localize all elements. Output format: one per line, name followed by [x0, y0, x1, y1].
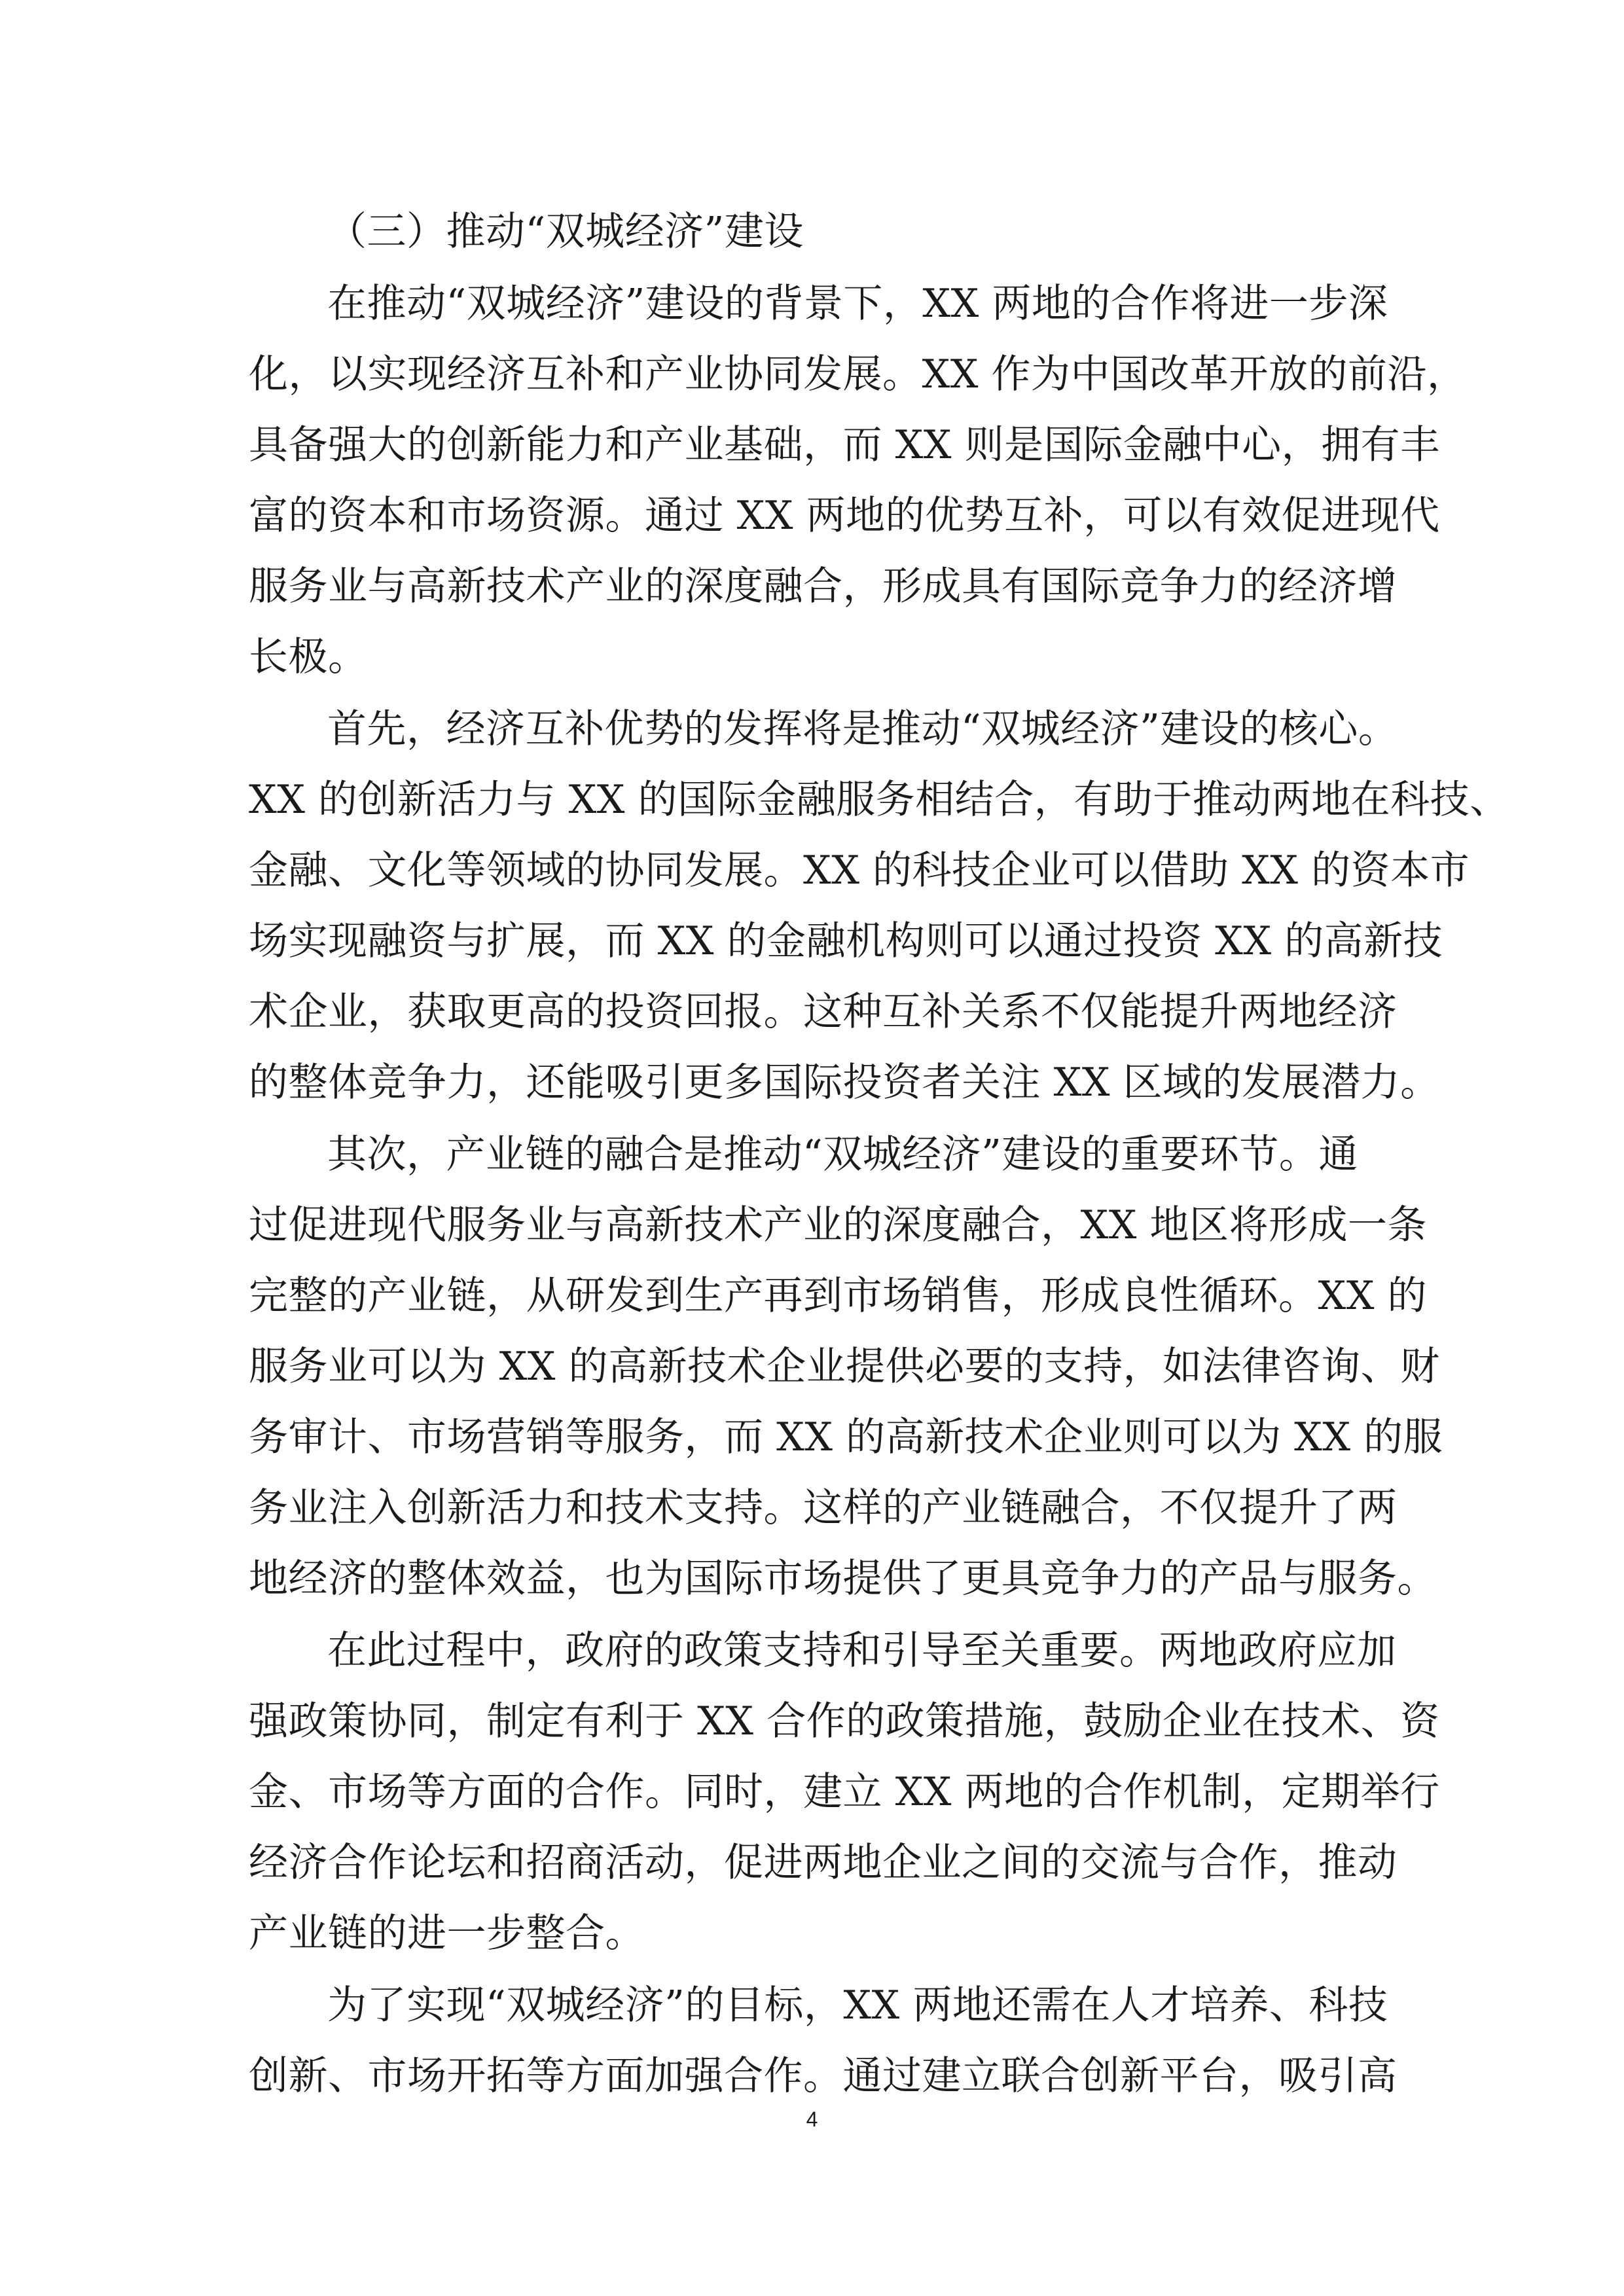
paragraph-line: 的整体竞争力，还能吸引更多国际投资者关注 XX 区域的发展潜力。 — [249, 1060, 1440, 1105]
paragraph-line: 地经济的整体效益，也为国际市场提供了更具竞争力的产品与服务。 — [249, 1556, 1437, 1602]
paragraph-line: 经济合作论坛和招商活动，促进两地企业之间的交流与合作，推动 — [249, 1840, 1398, 1886]
paragraph-line: 其次，产业链的融合是推动“双城经济”建设的重要环节。通 — [327, 1132, 1358, 1177]
paragraph-line: 金融、文化等领域的协同发展。XX 的科技企业可以借助 XX 的资本市 — [249, 848, 1470, 893]
paragraph-line: 强政策协同，制定有利于 XX 合作的政策措施，鼓励企业在技术、资 — [249, 1698, 1440, 1744]
paragraph-line: 完整的产业链，从研发到生产再到市场销售，形成良性循环。XX 的 — [249, 1273, 1428, 1319]
paragraph-line: 首先，经济互补优势的发挥将是推动“双城经济”建设的核心。 — [327, 706, 1398, 752]
paragraph-line: 务业注入创新活力和技术支持。这样的产业链融合，不仅提升了两 — [249, 1485, 1398, 1531]
paragraph-line: 务审计、市场营销等服务，而 XX 的高新技术企业则可以为 XX 的服 — [249, 1414, 1443, 1460]
paragraph-line: 创新、市场开拓等方面加强合作。通过建立联合创新平台，吸引高 — [249, 2053, 1398, 2099]
paragraph-line: 富的资本和市场资源。通过 XX 两地的优势互补，可以有效促进现代 — [249, 493, 1440, 539]
paragraph-line: 场实现融资与扩展，而 XX 的金融机构则可以通过投资 XX 的高新技 — [249, 918, 1443, 964]
paragraph-line: 在推动“双城经济”建设的背景下，XX 两地的合作将进一步深 — [327, 281, 1388, 327]
paragraph-line: 化，以实现经济互补和产业协同发展。XX 作为中国改革开放的前沿， — [249, 351, 1467, 397]
paragraph-line: 产业链的进一步整合。 — [249, 1910, 645, 1956]
section-heading: （三）推动“双城经济”建设 — [327, 209, 804, 255]
paragraph-line: 术企业，获取更高的投资回报。这种互补关系不仅能提升两地经济 — [249, 989, 1398, 1035]
page-number: 4 — [806, 2108, 818, 2131]
paragraph-line: 服务业可以为 XX 的高新技术企业提供必要的支持，如法律咨询、财 — [249, 1344, 1440, 1390]
paragraph-line: 服务业与高新技术产业的深度融合，形成具有国际竞争力的经济增 — [249, 564, 1398, 609]
paragraph-line: 金、市场等方面的合作。同时，建立 XX 两地的合作机制，定期举行 — [249, 1769, 1440, 1815]
paragraph-line: 具备强大的创新能力和产业基础，而 XX 则是国际金融中心，拥有丰 — [249, 422, 1440, 468]
paragraph-line: 长极。 — [249, 634, 368, 680]
paragraph-line: 过促进现代服务业与高新技术产业的深度融合，XX 地区将形成一条 — [249, 1202, 1428, 1248]
paragraph-line: 为了实现“双城经济”的目标，XX 两地还需在人才培养、科技 — [327, 1982, 1388, 2028]
paragraph-line: XX 的创新活力与 XX 的国际金融服务相结合，有助于推动两地在科技、 — [249, 777, 1509, 823]
paragraph-line: 在此过程中，政府的政策支持和引导至关重要。两地政府应加 — [327, 1628, 1397, 1674]
